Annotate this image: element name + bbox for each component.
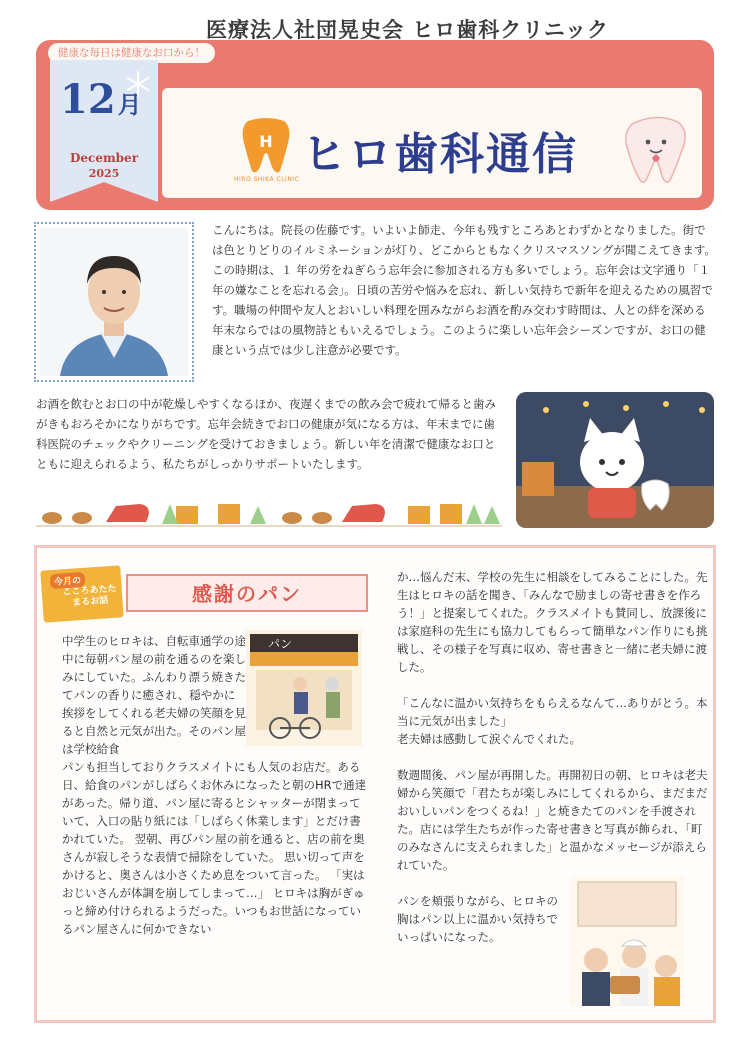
- month-suffix: 月: [117, 90, 142, 119]
- cat-dentist-illustration: [516, 392, 714, 528]
- newsletter-title: ヒロ歯科通信: [302, 129, 578, 180]
- greeting-paragraph-1: こんにちは。院長の佐藤です。いよいよ師走、今年も残すところあとわずかとなりました。街では色とりどりのイルミネーションが灯り、どこからともなくクリスマスソングが聞こえてきます。この時期は、１ 年の労をねぎらう忘年会に参加される方も多いでしょう。忘年会は文字通り「１ 年の嫌なことを忘れる会」。日頃の苦労や悩みを忘れ、新しい気持ちで新年を迎えるための風習です。職場の仲間や友人とおいしい料理を囲みながらお酒を酌み交わす時間は、人との絆を深める年末ならではの風物詩ともいえるでしょう。このように楽しい忘年会シーズンですが、お口の健康という点では少し注意が必要です。: [212, 223, 716, 357]
- story-col2-paragraph-4: パンを頬張りながら、ヒロキの胸はパン以上に温かい気持ちでいっぱいになった。: [397, 894, 558, 944]
- month-year: 2025: [88, 167, 120, 180]
- story-text-col1-bottom: パンも担当しておりクラスメイトにも人気のお店だ。ある日、給食のパンがしばらくお休みになったと朝のHRで通達があった。帰り道、パン屋に寄るとシャッターが閉まっていて、入口の貼り紙には「しばらく休業します」とだけ書かれていた。 翌朝、再びパン屋の前を通ると、店の前を奥さんが寂しそうな表情で掃除をしていた。 思い切って声をかけると、奥さんは小さくため息をついて言った。 「実はおじいさんが体調を崩してしまって…」 ヒロキは胸がぎゅっと締め付けられるようだった。いつもお世話になっているパン屋さんに何かできない: [62, 760, 367, 936]
- story-tab-text: こころあたたまるお話: [62, 584, 117, 609]
- snowflake-icon: [124, 70, 152, 98]
- logo-subtext: HIRO SHIKA CLINIC: [234, 176, 300, 183]
- tooth-mascot-icon: [618, 110, 694, 190]
- story-tab-small: 今月の: [50, 572, 86, 589]
- clinic-name: 医療法人社団晃史会 ヒロ歯科クリニック: [206, 18, 610, 42]
- story-col2-paragraph-1: か…悩んだ末、学校の先生に相談をしてみることにした。先生はヒロキの話を聞き、「みんなで励ましの寄せ書きを作ろう！」と提案してくれた。クラスメイトも賛同し、放課後には家庭科の先生にも協力してもらって簡単なパン作りにも挑戦し、その様子を写真に収め、寄せ書きと一緒に老夫婦に渡した。: [397, 570, 708, 674]
- tagline: 健康な毎日は健康なお口から！: [48, 43, 215, 63]
- bakery-sign-text: パン: [268, 637, 293, 651]
- month-number: 12月: [60, 76, 142, 123]
- bread-gift-illustration: [570, 876, 684, 1006]
- story-text-col1-top: 中学生のヒロキは、自転車通学の途中に毎朝パン屋の前を通るのを楽しみにしていた。ふんわり漂う焼きたてパンの香りに癒され、穏やかに挨拶をしてくれる老夫婦の笑顔を見ると自然と元気が出た。そのパン屋は学校給食: [62, 634, 246, 756]
- bakery-illustration: [246, 630, 362, 746]
- story-col2-paragraph-3: 数週間後、パン屋が再開した。再開初日の朝、ヒロキは老夫婦から笑顔で「君たちが楽しみにしてくれるから、まだまだおいしいパンをつくるね！」と焼きたてのパンを手渡された。店には学生たちが作った寄せ書きと写真が飾られ、「町のみなさんに支えられました」と温かなメッセージが添えられていた。: [397, 768, 708, 872]
- svg-text:H: H: [259, 132, 273, 151]
- story-col2-paragraph-2: 「こんなに温かい気持ちをもらえるなんて…ありがとう。本当に元気が出ました」 老夫婦は感動して涙ぐんでくれた。: [397, 696, 708, 746]
- greeting-paragraph-2: お酒を飲むとお口の中が乾燥しやすくなるほか、夜遅くまでの飲み会で疲れて帰ると歯みがきもおろそかになりがちです。忘年会続きでお口の健康が気になる方は、年末までに歯科医院のチェックやクリーニングを受けておきましょう。新しい年を清潔で健康なお口とともに迎えられるよう、私たちがしっかりサポートいたします。: [36, 397, 496, 471]
- month-name: December: [69, 151, 139, 165]
- clinic-logo-icon: [240, 117, 292, 175]
- story-title: 感謝のパン: [192, 582, 302, 606]
- doctor-photo: [40, 228, 188, 376]
- christmas-sleigh-border: [36, 496, 502, 530]
